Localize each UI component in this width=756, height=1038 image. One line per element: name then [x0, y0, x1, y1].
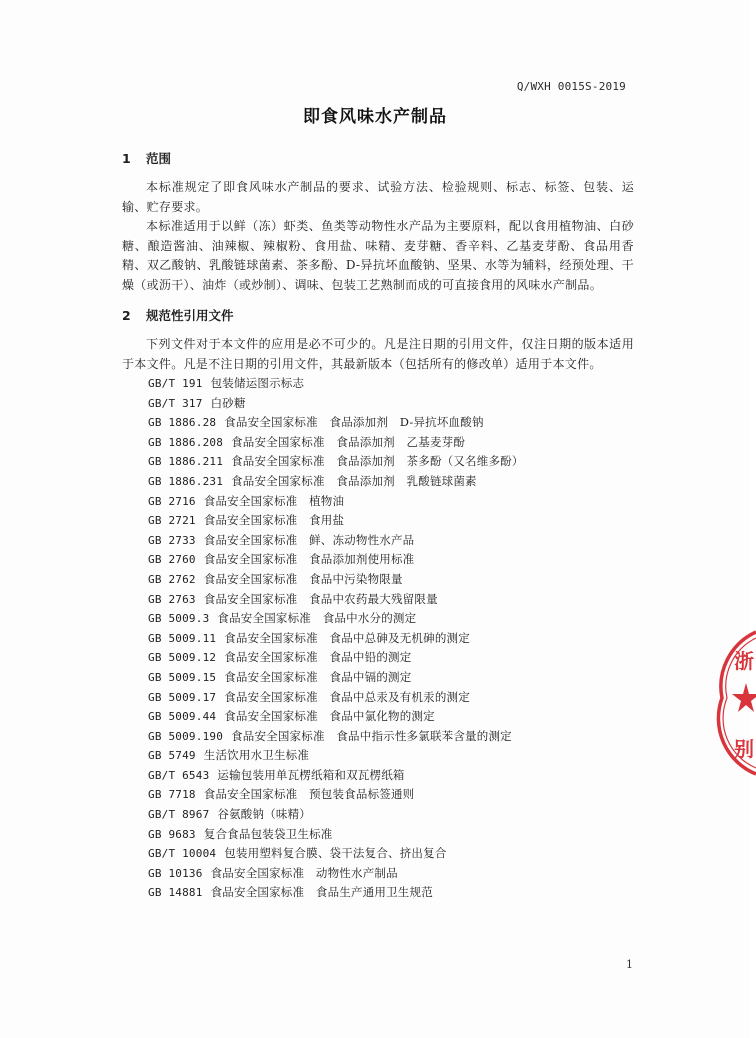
- reference-title: 食品安全国家标准 植物油: [203, 493, 345, 508]
- section-normative-references: [122, 307, 634, 903]
- reference-title: 食品安全国家标准 食品中总砷及无机砷的测定: [224, 630, 470, 645]
- reference-item: [148, 452, 634, 472]
- section-number: 2: [122, 308, 131, 323]
- reference-item: [148, 864, 634, 884]
- reference-title: 食品安全国家标准 食品中指示性多氯联苯含量的测定: [231, 728, 512, 743]
- reference-item: [148, 707, 634, 727]
- reference-item: [148, 825, 634, 845]
- reference-code: GB 2763: [148, 592, 196, 606]
- reference-item: [148, 590, 634, 610]
- reference-title: 包装储运图示标志: [210, 376, 305, 390]
- reference-item: [148, 746, 634, 766]
- reference-title: 包装用塑料复合膜、袋干法复合、挤出复合: [224, 846, 447, 861]
- paragraph: 本标准规定了即食风味水产制品的要求、试验方法、检验规则、标志、标签、包装、运输、贮存要求。: [122, 180, 634, 214]
- reference-code: GB/T 317: [148, 396, 203, 410]
- reference-title: 食品安全国家标准 食用盐: [203, 513, 345, 528]
- section-title: 范围: [146, 151, 172, 166]
- reference-item: [148, 472, 634, 492]
- reference-title: 食品安全国家标准 食品添加剂使用标准: [203, 552, 415, 567]
- reference-code: GB 5009.3: [148, 612, 210, 626]
- reference-code: GB 1886.211: [148, 455, 224, 469]
- reference-code: GB 5749: [148, 749, 196, 763]
- reference-code: GB 5009.15: [148, 670, 217, 684]
- reference-code: GB 5009.11: [148, 631, 217, 645]
- reference-title: 食品安全国家标准 动物性水产制品: [210, 865, 398, 880]
- reference-item: [148, 648, 634, 668]
- reference-title: 食品安全国家标准 食品中污染物限量: [203, 571, 403, 586]
- reference-item: [148, 805, 634, 825]
- section-number: 1: [122, 151, 131, 166]
- document-code: Q/WXH 0015S-2019: [516, 80, 626, 93]
- reference-item: [148, 413, 634, 433]
- reference-code: GB 2762: [148, 572, 196, 586]
- reference-code: GB 2716: [148, 494, 196, 508]
- reference-title: 白砂糖: [210, 395, 246, 410]
- reference-item: [148, 511, 634, 531]
- reference-code: GB 10136: [148, 866, 203, 880]
- reference-title: 食品安全国家标准 食品添加剂 乳酸链球菌素: [231, 473, 477, 488]
- reference-code: GB 9683: [148, 827, 196, 841]
- reference-title: 食品安全国家标准 预包装食品标签通则: [203, 787, 415, 802]
- reference-title: 食品安全国家标准 食品添加剂 D-异抗坏血酸钠: [224, 415, 484, 430]
- reference-item: [148, 492, 634, 512]
- reference-title: 生活饮用水卫生标准: [203, 748, 310, 763]
- reference-title: 食品安全国家标准 食品添加剂 乙基麦芽酚: [231, 434, 466, 449]
- reference-code: GB/T 8967: [148, 808, 210, 822]
- section-heading: [122, 150, 634, 168]
- reference-code: GB 7718: [148, 788, 196, 802]
- reference-title: 谷氨酸钠（味精）: [217, 807, 312, 822]
- reference-title: 食品安全国家标准 食品中农药最大残留限量: [203, 591, 438, 606]
- seal-char: 别: [734, 737, 754, 761]
- reference-item: [148, 570, 634, 590]
- official-seal-stamp: [716, 628, 756, 778]
- reference-title: 食品安全国家标准 食品中铅的测定: [224, 650, 412, 665]
- reference-title: 食品安全国家标准 食品中氯化物的测定: [224, 709, 435, 724]
- reference-item: [148, 550, 634, 570]
- reference-code: GB 14881: [148, 886, 203, 900]
- reference-code: GB 2733: [148, 533, 196, 547]
- section-title: 规范性引用文件: [146, 308, 234, 323]
- reference-title: 食品安全国家标准 食品添加剂 茶多酚（又名维多酚）: [231, 454, 524, 469]
- reference-item: [148, 394, 634, 414]
- reference-item: [148, 433, 634, 453]
- reference-code: GB 1886.28: [148, 416, 217, 430]
- document-body: [122, 150, 634, 903]
- reference-code: GB 5009.12: [148, 651, 217, 665]
- reference-item: [148, 883, 634, 903]
- page-number: 1: [626, 958, 633, 971]
- reference-code: GB 1886.231: [148, 474, 224, 488]
- paragraph: 下列文件对于本文件的应用是必不可少的。凡是注日期的引用文件，仅注日期的版本适用于本文件。凡是不注日期的引用文件，其最新版本（包括所有的修改单）适用于本文件。: [122, 337, 634, 371]
- reference-item: [148, 766, 634, 786]
- reference-code: GB/T 6543: [148, 768, 210, 782]
- reference-item: [148, 629, 634, 649]
- reference-title: 复合食品包装袋卫生标准: [203, 826, 333, 841]
- reference-code: GB/T 10004: [148, 847, 217, 861]
- reference-title: 运输包装用单瓦楞纸箱和双瓦楞纸箱: [217, 767, 405, 782]
- reference-item: [148, 688, 634, 708]
- reference-item: [148, 668, 634, 688]
- reference-code: GB 5009.17: [148, 690, 217, 704]
- reference-title: 食品安全国家标准 食品生产通用卫生规范: [210, 885, 433, 900]
- reference-code: GB 2721: [148, 514, 196, 528]
- reference-item: [148, 609, 634, 629]
- reference-code: GB/T 191: [148, 377, 203, 390]
- reference-code: GB 5009.190: [148, 729, 224, 743]
- reference-list: [122, 374, 634, 903]
- seal-char: 浙: [734, 649, 754, 673]
- section-heading: [122, 307, 634, 325]
- reference-item: [148, 727, 634, 747]
- reference-item: [148, 844, 634, 864]
- reference-item: [148, 785, 634, 805]
- reference-title: 食品安全国家标准 食品中总汞及有机汞的测定: [224, 689, 470, 704]
- document-title: 即食风味水产制品: [303, 107, 447, 127]
- reference-item: [148, 374, 634, 394]
- reference-code: GB 2760: [148, 553, 196, 567]
- reference-title: 食品安全国家标准 鲜、冻动物性水产品: [203, 532, 415, 547]
- section-spacer: [122, 295, 634, 307]
- reference-code: GB 1886.208: [148, 435, 224, 449]
- section-scope: [122, 150, 634, 295]
- reference-code: GB 5009.44: [148, 710, 217, 724]
- reference-item: [148, 531, 634, 551]
- paragraph: 本标准适用于以鲜（冻）虾类、鱼类等动物性水产品为主要原料，配以食用植物油、白砂糖、酿造酱油、油辣椒、辣椒粉、食用盐、味精、麦芽糖、香辛料、乙基麦芽酚、食品用香精、双乙酸钠、乳酸链球菌素、茶多酚、D-异抗坏血酸钠、坚果、水等为辅料，经预处理、干燥（或沥干）、油炸（或炒制）、调味、包装工艺熟制而成的可直接食用的风味水产制品。: [122, 219, 634, 292]
- reference-title: 食品安全国家标准 食品中镉的测定: [224, 669, 412, 684]
- reference-title: 食品安全国家标准 食品中水分的测定: [217, 611, 417, 626]
